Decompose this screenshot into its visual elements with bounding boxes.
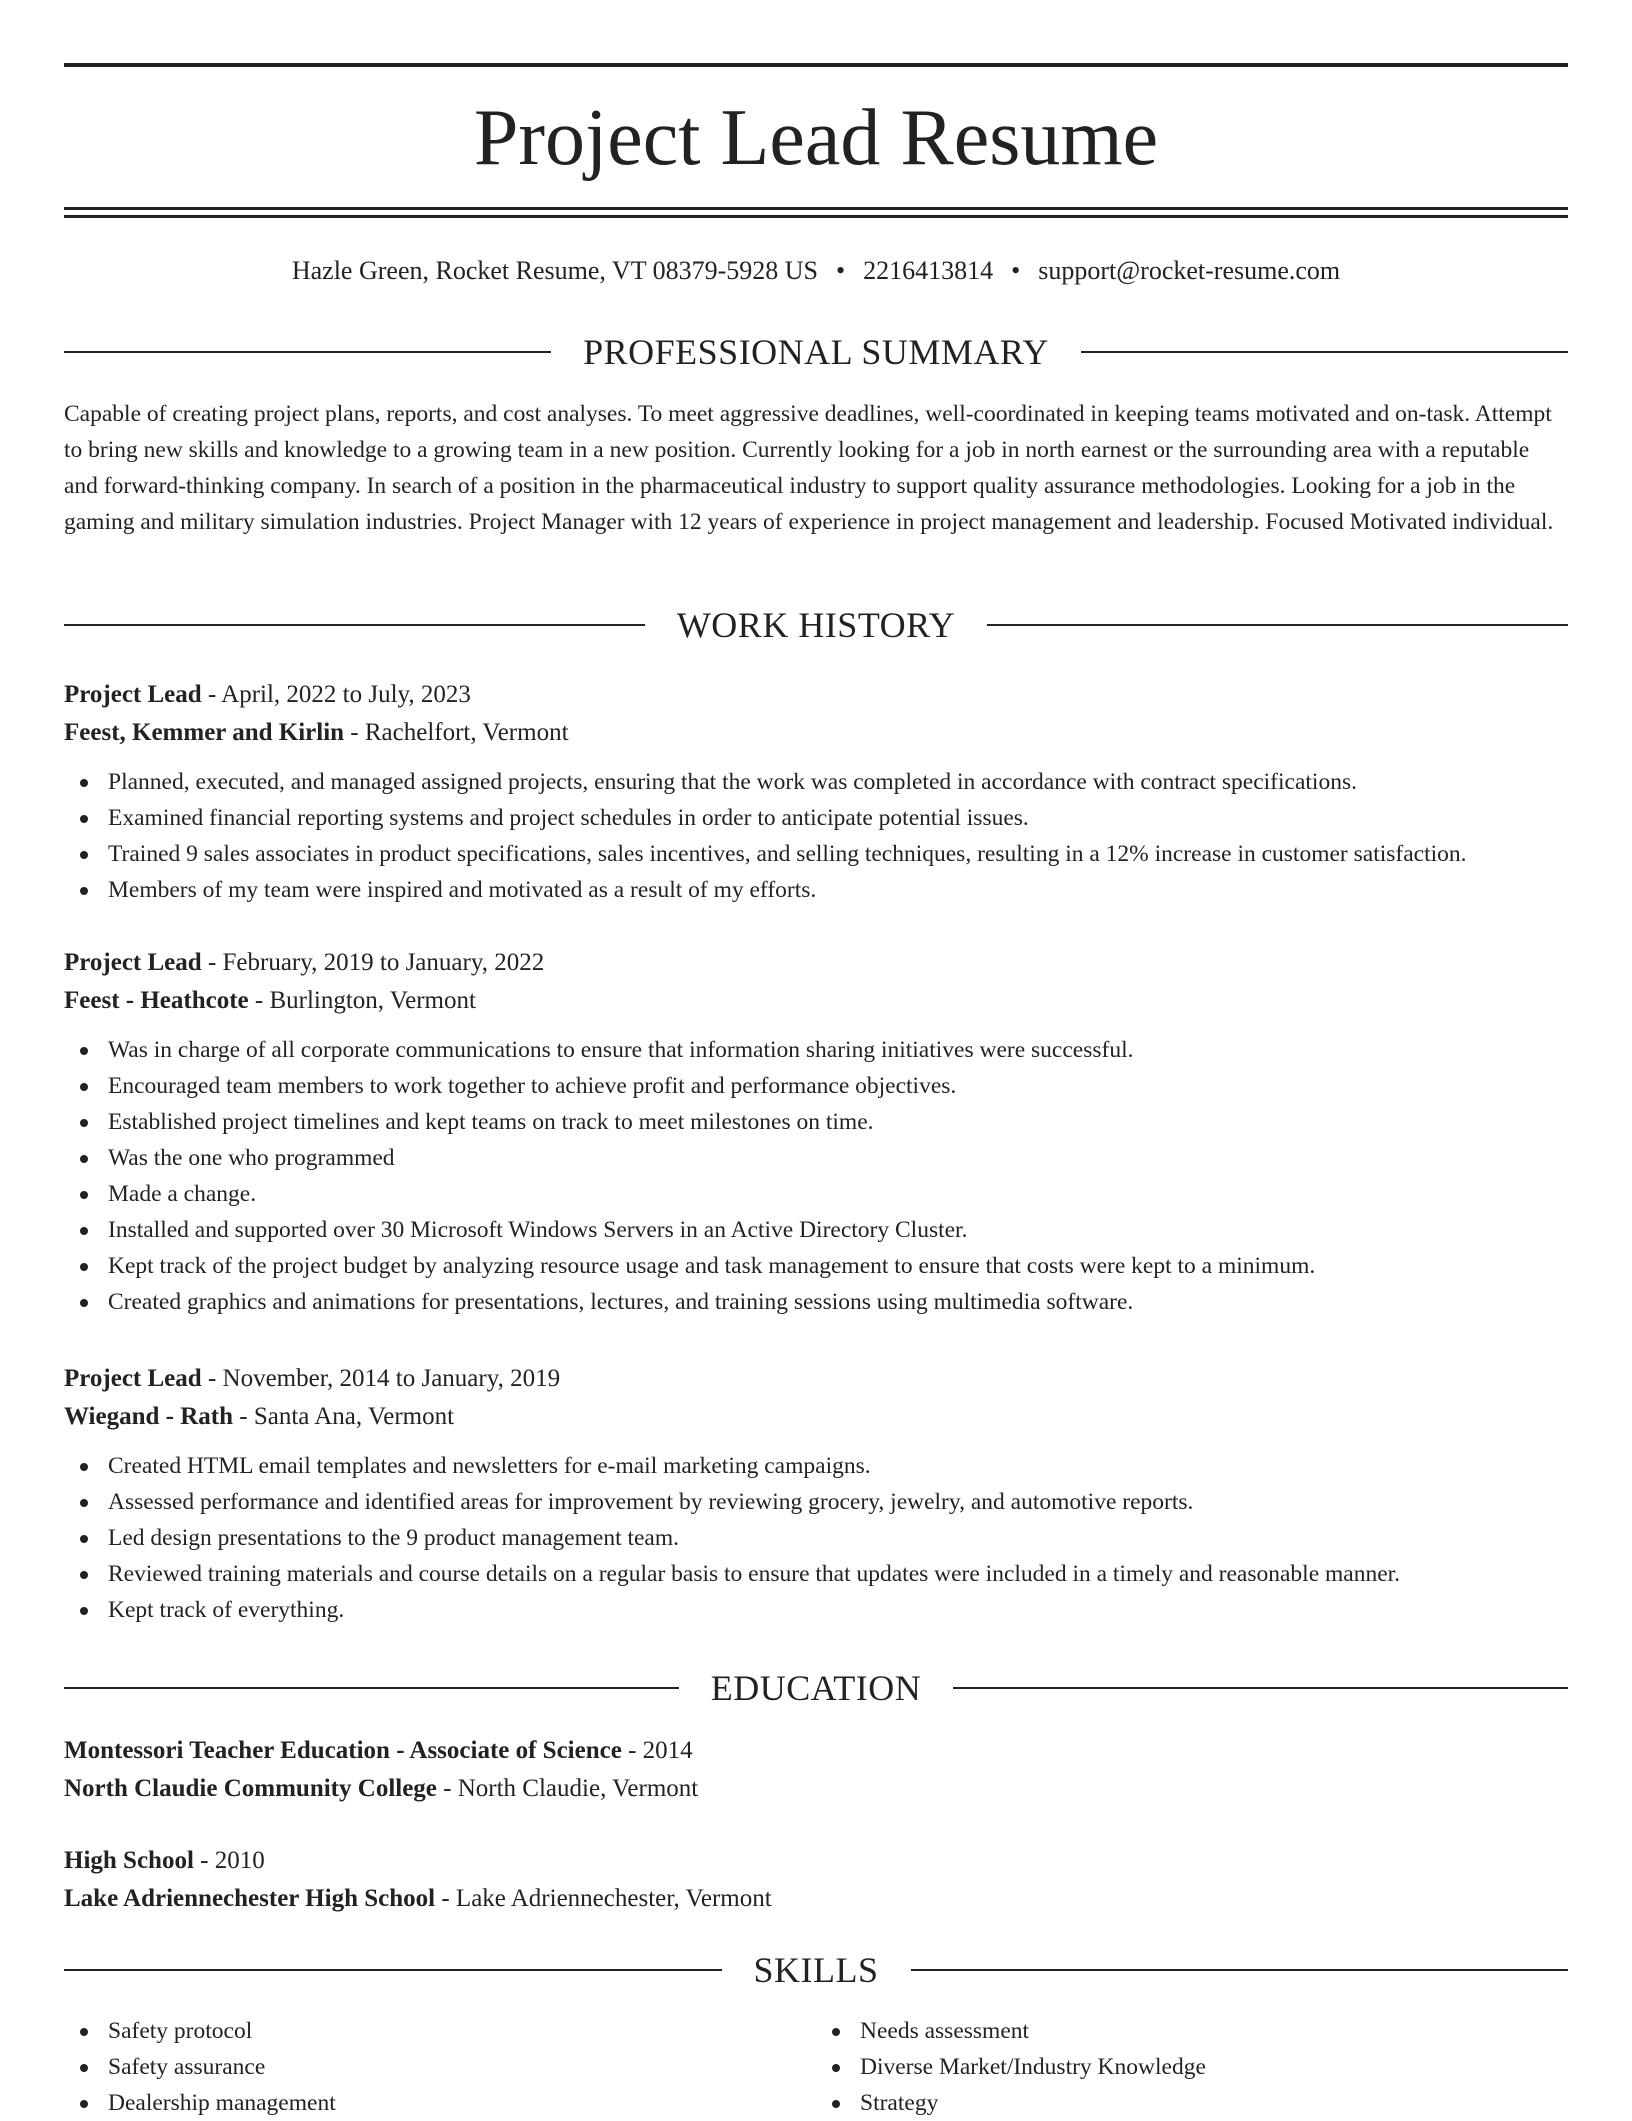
- heading-rule-left: [64, 351, 551, 353]
- section-title: SKILLS: [753, 1950, 879, 1990]
- job-entry: [64, 944, 1568, 1320]
- skills-heading: [64, 1948, 1568, 1992]
- job-title: Project Lead: [64, 681, 202, 708]
- job-bullet: Planned, executed, and managed assigned projects, ensuring that the work was completed in accordance with contract specifications.: [108, 764, 1568, 800]
- job-bullet: Led design presentations to the 9 product management team.: [108, 1520, 1568, 1556]
- contact-phone: 2216413814: [863, 256, 994, 285]
- contact-separator: •: [836, 256, 846, 285]
- contact-address: Hazle Green, Rocket Resume, VT 08379-5928 US: [291, 256, 819, 285]
- job-bullet: Kept track of the project budget by analyzing resource usage and task management to ensure that costs were kept to a minimum.: [108, 1248, 1568, 1284]
- job-bullet: Kept track of everything.: [108, 1592, 1568, 1628]
- job-title-line: [64, 1360, 1568, 1398]
- job-company-line: [64, 1398, 1568, 1436]
- job-bullet: Examined financial reporting systems and project schedules in order to anticipate potential issues.: [108, 800, 1568, 836]
- job-bullet: Encouraged team members to work together to achieve profit and performance objectives.: [108, 1068, 1568, 1104]
- summary-block: [64, 396, 1568, 540]
- summary-section-heading: [64, 330, 1568, 374]
- contact-line: [64, 254, 1568, 288]
- job-location: - Santa Ana, Vermont: [233, 1403, 455, 1430]
- job-bullet: Created graphics and animations for presentations, lectures, and training sessions using multimedia software.: [108, 1284, 1568, 1320]
- section-title: EDUCATION: [710, 1668, 922, 1708]
- education-degree-line: [64, 1842, 1568, 1880]
- job-title: Project Lead: [64, 1365, 202, 1392]
- education-degree: Montessori Teacher Education - Associate of Science: [64, 1737, 622, 1764]
- job-bullet: Reviewed training materials and course details on a regular basis to ensure that updates were included in a timely and reasonable manner.: [108, 1556, 1568, 1592]
- job-location: - Burlington, Vermont: [248, 987, 476, 1014]
- job-bullet-list: [64, 1032, 1568, 1320]
- skills-columns: [64, 2013, 1568, 2121]
- job-bullet: Established project timelines and kept teams on track to meet milestones on time.: [108, 1104, 1568, 1140]
- contact-email: support@rocket-resume.com: [1038, 256, 1341, 285]
- job-title-line: [64, 944, 1568, 982]
- job-dates: - February, 2019 to January, 2022: [201, 949, 545, 976]
- skills-list-left: [64, 2013, 816, 2121]
- education-school: North Claudie Community College: [64, 1775, 437, 1802]
- education-year: - 2014: [621, 1737, 693, 1764]
- job-company-line: [64, 714, 1568, 752]
- job-bullet: Was the one who programmed: [108, 1140, 1568, 1176]
- job-bullet: Assessed performance and identified areas for improvement by reviewing grocery, jewelry, and automotive reports.: [108, 1484, 1568, 1520]
- job-bullet: Members of my team were inspired and motivated as a result of my efforts.: [108, 872, 1568, 908]
- job-bullet: Installed and supported over 30 Microsoft Windows Servers in an Active Directory Cluster.: [108, 1212, 1568, 1248]
- job-title: Project Lead: [64, 949, 202, 976]
- education-school: Lake Adriennechester High School: [64, 1885, 436, 1912]
- education-entry: [64, 1842, 1568, 1918]
- education-year: - 2010: [193, 1847, 265, 1874]
- title-double-rule: [64, 207, 1568, 218]
- job-company: Feest, Kemmer and Kirlin: [64, 719, 345, 746]
- job-location: - Rachelfort, Vermont: [344, 719, 569, 746]
- education-degree-line: [64, 1732, 1568, 1770]
- skill-item: Safety assurance: [108, 2049, 816, 2085]
- heading-rule-right: [911, 1969, 1569, 1971]
- skill-item: Needs assessment: [860, 2013, 1568, 2049]
- job-entry: [64, 676, 1568, 908]
- heading-rule-left: [64, 1687, 679, 1689]
- summary-text: Capable of creating project plans, reports, and cost analyses. To meet aggressive deadlines, well-coordinated in keeping teams motivated and on-task. Attempt to bring new skills and knowledge to a growing team in a new position. Currently looking for a job in north earnest or the surrounding area with a reputable and forward-thinking company. In search of a position in the pharmaceutical industry to support quality assurance methodologies. Looking for a job in the gaming and military simulation industries. Project Manager with 12 years of experience in project management and leadership. Focused Motivated individual.: [64, 401, 1554, 535]
- job-entry: [64, 1360, 1568, 1628]
- job-title-line: [64, 676, 1568, 714]
- job-bullet: Was in charge of all corporate communications to ensure that information sharing initiatives were successful.: [108, 1032, 1568, 1068]
- education-school-line: [64, 1770, 1568, 1808]
- job-company: Wiegand - Rath: [64, 1403, 234, 1430]
- job-bullet-list: [64, 1448, 1568, 1628]
- skill-item: Dealership management: [108, 2085, 816, 2121]
- job-dates: - November, 2014 to January, 2019: [201, 1365, 561, 1392]
- job-company-line: [64, 982, 1568, 1020]
- education-heading: [64, 1666, 1568, 1710]
- heading-rule-left: [64, 624, 645, 626]
- top-rule: [64, 63, 1568, 67]
- skill-item: Strategy: [860, 2085, 1568, 2121]
- job-bullet-list: [64, 764, 1568, 908]
- education-location: - North Claudie, Vermont: [436, 1775, 699, 1802]
- work-history-heading: [64, 603, 1568, 647]
- contact-separator: •: [1011, 256, 1021, 285]
- education-degree: High School: [64, 1847, 194, 1874]
- heading-rule-right: [1081, 351, 1568, 353]
- skills-list-right: [816, 2013, 1568, 2121]
- heading-rule-left: [64, 1969, 722, 1971]
- heading-rule-right: [987, 624, 1568, 626]
- education-school-line: [64, 1880, 1568, 1918]
- education-entry: [64, 1732, 1568, 1808]
- section-title: WORK HISTORY: [676, 605, 956, 645]
- skill-item: Safety protocol: [108, 2013, 816, 2049]
- job-bullet: Made a change.: [108, 1176, 1568, 1212]
- heading-rule-right: [953, 1687, 1568, 1689]
- job-dates: - April, 2022 to July, 2023: [201, 681, 471, 708]
- education-location: - Lake Adriennechester, Vermont: [435, 1885, 772, 1912]
- job-bullet: Trained 9 sales associates in product specifications, sales incentives, and selling techniques, resulting in a 12% increase in customer satisfaction.: [108, 836, 1568, 872]
- skill-item: Diverse Market/Industry Knowledge: [860, 2049, 1568, 2085]
- section-title: PROFESSIONAL SUMMARY: [583, 332, 1049, 372]
- job-bullet: Created HTML email templates and newsletters for e-mail marketing campaigns.: [108, 1448, 1568, 1484]
- resume-title: Project Lead Resume: [473, 94, 1159, 182]
- job-company: Feest - Heathcote: [64, 987, 249, 1014]
